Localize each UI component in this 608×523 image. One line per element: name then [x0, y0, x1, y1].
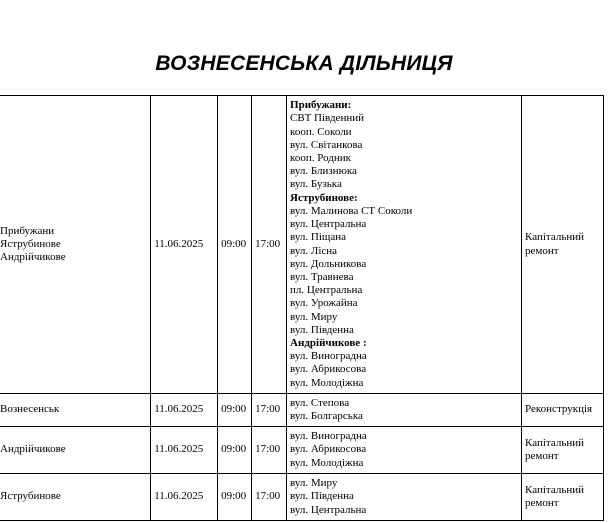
street-item: вул. Болгарська	[290, 410, 363, 422]
work-type-line: Реконструкція	[525, 403, 593, 416]
streets-cell	[287, 474, 522, 521]
settlements-cell	[0, 394, 151, 427]
street-item: вул. Миру	[290, 310, 338, 323]
street-item: пл. Центральна	[290, 284, 363, 297]
date-cell: 11.06.2025	[151, 474, 218, 521]
work-type-line: Капітальний	[525, 483, 584, 496]
street-item: вул. Миру	[290, 477, 338, 490]
work-type-line: Капітальний	[525, 436, 584, 449]
start-time-cell: 09:00	[218, 96, 252, 394]
work-type-line: ремонт	[525, 244, 559, 257]
street-item: вул. Абрикосова	[290, 443, 367, 456]
work-type-cell	[522, 427, 604, 474]
table-row	[0, 394, 604, 427]
end-time-cell: 17:00	[252, 394, 287, 427]
work-type-cell	[522, 96, 604, 394]
streets-cell	[287, 394, 522, 427]
street-item: вул. Урожайна	[290, 297, 358, 310]
settlement-name: Андрійчикове	[0, 443, 66, 456]
table-row	[0, 427, 604, 474]
table-row	[0, 96, 604, 394]
end-time-cell: 17:00	[252, 427, 287, 474]
street-item: вул. Піщана	[290, 231, 346, 244]
work-type-cell	[522, 394, 604, 427]
street-item: вул. Центральна	[290, 218, 367, 231]
date-cell: 11.06.2025	[151, 96, 218, 394]
street-item: вул. Виноградна	[290, 350, 367, 363]
start-time-cell: 09:00	[218, 474, 252, 521]
street-item: вул. Південна	[290, 323, 354, 336]
streets-cell	[287, 427, 522, 474]
street-item: кооп. Соколи	[290, 125, 352, 138]
settlement-name: Вознесенськ	[0, 403, 60, 416]
table-row	[0, 474, 604, 521]
street-item: вул. Молодіжна	[290, 456, 364, 469]
end-time-cell: 17:00	[252, 96, 287, 394]
work-type-cell	[522, 474, 604, 521]
date-cell: 11.06.2025	[151, 394, 218, 427]
outage-schedule-table	[0, 95, 604, 521]
start-time-cell: 09:00	[218, 427, 252, 474]
village-heading: Прибужани:	[290, 99, 352, 112]
street-item: вул. Бузька	[290, 178, 342, 191]
settlement-name: Яструбинове	[0, 237, 61, 250]
street-item: вул. Абрикосова	[290, 363, 367, 376]
work-type-line: Капітальний	[525, 231, 584, 244]
street-item: вул. Центральна	[290, 503, 367, 516]
street-item: вул. Травнева	[290, 270, 354, 283]
date-cell: 11.06.2025	[151, 427, 218, 474]
village-heading: Яструбинове:	[290, 191, 358, 204]
streets-cell	[287, 96, 522, 394]
settlement-name: Прибужани	[0, 224, 55, 237]
work-type-line: ремонт	[525, 497, 559, 509]
street-item: вул. Дольникова	[290, 257, 367, 270]
section-title: ВОЗНЕСЕНСЬКА ДІЛЬНИЦЯ	[155, 52, 453, 75]
end-time-cell: 17:00	[252, 474, 287, 521]
street-item: вул. Близнюка	[290, 165, 357, 178]
street-item: вул. Малинова СТ Соколи	[290, 204, 413, 217]
street-item: вул. Виноградна	[290, 430, 367, 443]
work-type-line: ремонт	[525, 450, 559, 462]
street-item: вул. Молодіжна	[290, 376, 364, 389]
street-item: вул. Лісна	[290, 244, 338, 257]
street-item: вул. Степова	[290, 396, 350, 409]
village-heading: Андрійчикове :	[290, 336, 367, 349]
settlements-cell	[0, 427, 151, 474]
settlement-name: Яструбинове	[0, 490, 61, 503]
settlements-cell	[0, 96, 151, 394]
settlements-cell	[0, 474, 151, 521]
street-item: вул. Південна	[290, 490, 354, 503]
street-item: СВТ Південний	[290, 112, 364, 125]
street-item: кооп. Родник	[290, 152, 351, 165]
start-time-cell: 09:00	[218, 394, 252, 427]
settlement-name: Андрійчикове	[0, 251, 66, 264]
street-item: вул. Світанкова	[290, 138, 363, 151]
